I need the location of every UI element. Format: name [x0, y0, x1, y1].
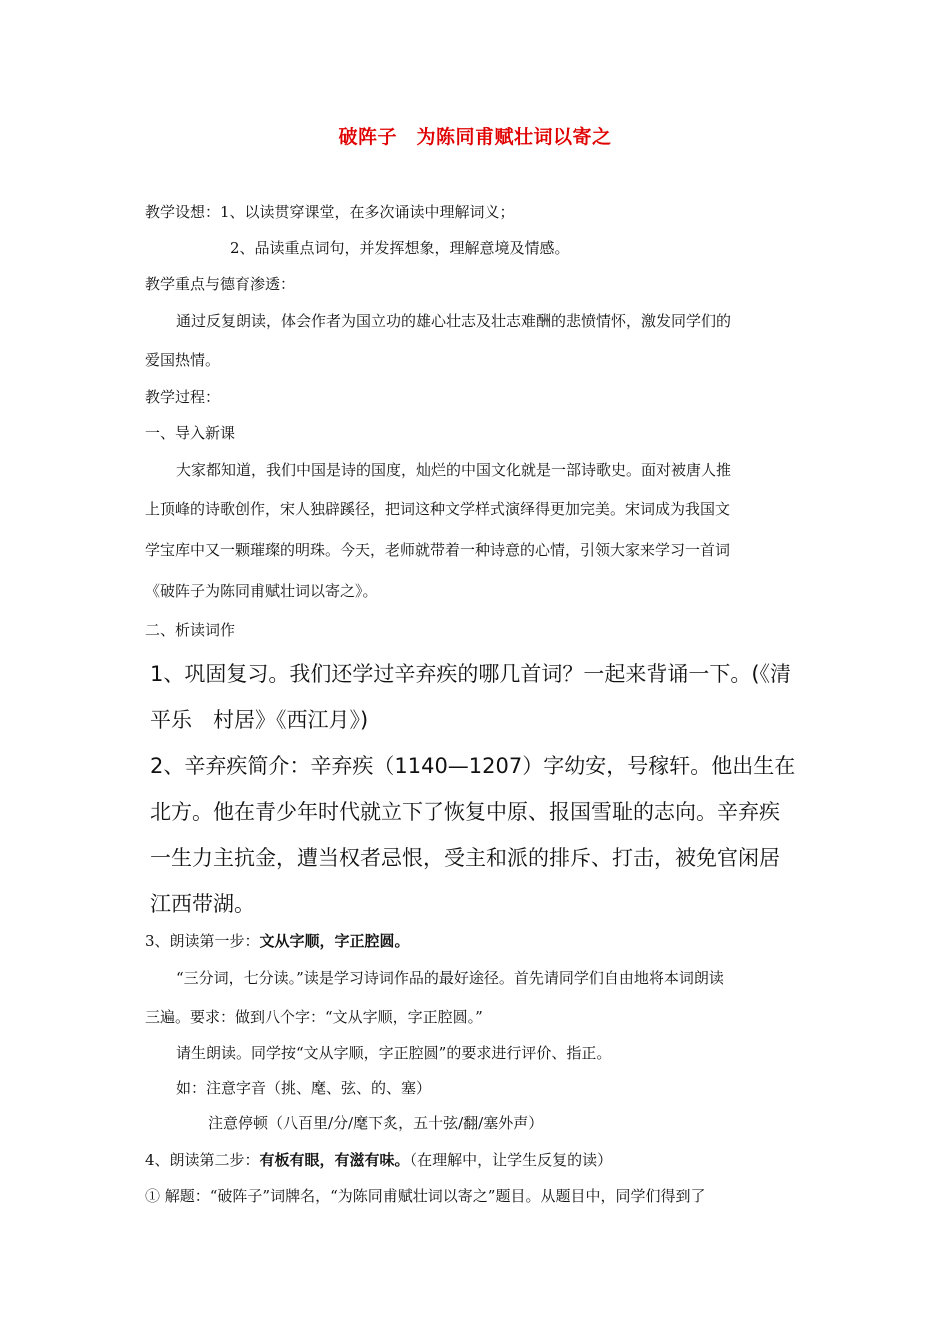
- step-2-prefix: 4、朗读第二步：: [145, 1151, 260, 1169]
- step-1-paragraph-line-1: “三分词，七分读。”读是学习诗词作品的最好途径。首先请同学们自由地将本词朗读: [176, 969, 724, 987]
- review-line-1: 1、巩固复习。我们还学过辛弃疾的哪几首词？一起来背诵一下。(《清: [150, 662, 792, 686]
- focus-heading: 教学重点与德育渗透：: [145, 275, 296, 293]
- step-2-bold: 有板有眼，有滋有味。: [259, 1151, 410, 1169]
- biography-line-1: 2、辛弃疾简介：辛弃疾（1140—1207）字幼安，号稼轩。他出生在: [150, 754, 796, 778]
- step-1-paragraph-line-5: 注意停顿（八百里/分/麾下炙，五十弦/翻/塞外声）: [208, 1114, 544, 1132]
- teaching-design-line-1: 教学设想：1、以读贯穿课堂，在多次诵读中理解词义；: [145, 203, 515, 221]
- intro-paragraph-line-4: 《破阵子为陈同甫赋壮词以寄之》。: [145, 582, 378, 600]
- biography-line-3: 一生力主抗金，遭当权者忌恨，受主和派的排斥、打击，被免官闲居: [150, 846, 780, 870]
- intro-paragraph-line-3: 学宝库中又一颗璀璨的明珠。今天，老师就带着一种诗意的心情，引领大家来学习一首词: [145, 541, 731, 559]
- step-1-paragraph-line-4: 如：注意字音（挑、麾、弦、的、塞）: [176, 1079, 432, 1097]
- review-line-2: 平乐 村居》《西江月》): [150, 708, 369, 732]
- step-2-suffix: （在理解中，让学生反复的读）: [409, 1151, 613, 1169]
- section-1-heading: 一、导入新课: [145, 424, 236, 442]
- intro-paragraph-line-2: 上顶峰的诗歌创作，宋人独辟蹊径，把词这种文学样式演绎得更加完美。宋词成为我国文: [145, 500, 731, 518]
- step-2-heading: [145, 1150, 612, 1170]
- biography-line-4: 江西带湖。: [150, 892, 255, 916]
- biography-line-2: 北方。他在青少年时代就立下了恢复中原、报国雪耻的志向。辛弃疾: [150, 800, 780, 824]
- step-1-paragraph-line-3: 请生朗读。同学按“文从字顺，字正腔圆”的要求进行评价、指正。: [176, 1044, 612, 1062]
- step-2-paragraph-line-1: ① 解题：“破阵子”词牌名，“为陈同甫赋壮词以寄之”题目。从题目中，同学们得到了: [145, 1187, 706, 1205]
- focus-paragraph-line-1: 通过反复朗读，体会作者为国立功的雄心壮志及壮志难酬的悲愤情怀，激发同学们的: [176, 312, 732, 330]
- step-1-prefix: 3、朗读第一步：: [145, 932, 260, 950]
- intro-paragraph-line-1: 大家都知道，我们中国是诗的国度，灿烂的中国文化就是一部诗歌史。面对被唐人推: [176, 461, 732, 479]
- focus-paragraph-line-2: 爱国热情。: [145, 351, 221, 369]
- step-1-heading: [145, 931, 410, 951]
- teaching-design-line-2: 2、品读重点词句，并发挥想象，理解意境及情感。: [230, 239, 570, 257]
- step-1-bold: 文从字顺，字正腔圆。: [259, 932, 410, 950]
- page-title: 破阵子 为陈同甫赋壮词以寄之: [338, 126, 612, 148]
- section-2-heading: 二、析读词作: [145, 621, 236, 639]
- step-1-paragraph-line-2: 三遍。要求：做到八个字：“文从字顺，字正腔圆。”: [145, 1008, 483, 1026]
- process-heading: 教学过程：: [145, 388, 221, 406]
